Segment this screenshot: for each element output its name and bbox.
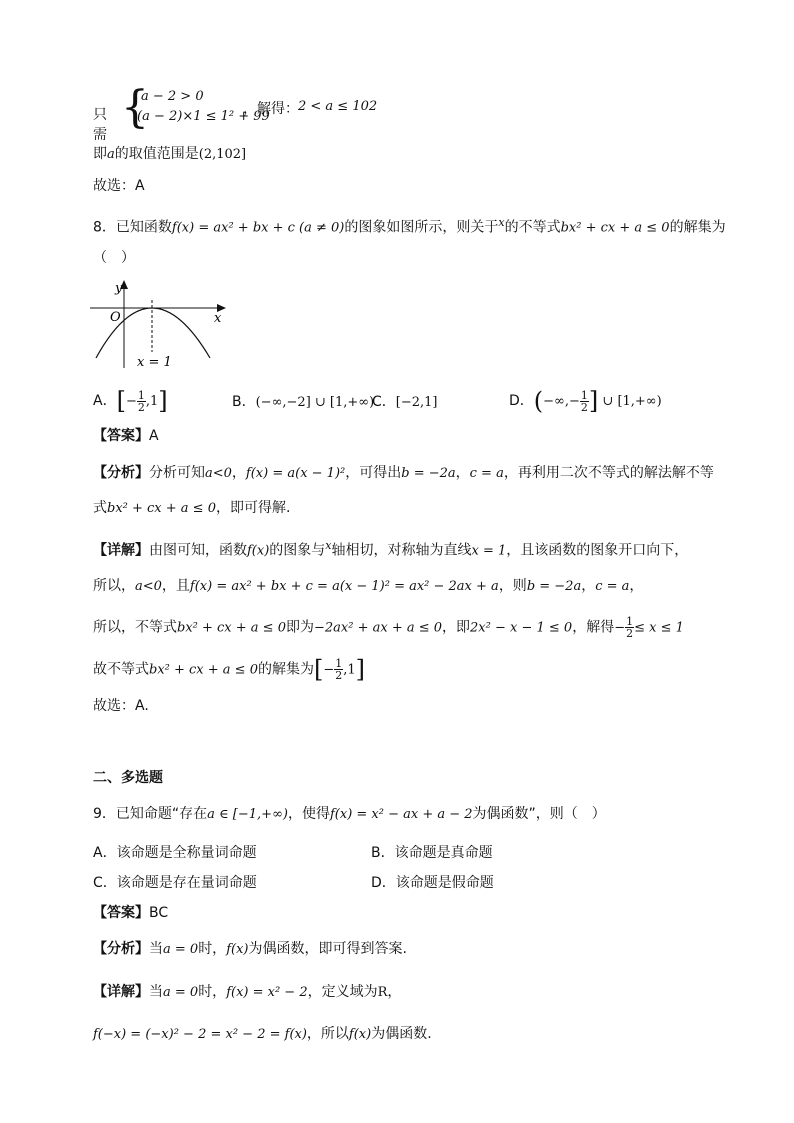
detail-text: ，且 (161, 578, 190, 594)
option-label: A． (93, 845, 117, 861)
option-text: 该命题是存在量词命题 (116, 875, 257, 891)
choose-line-top: 故选：A (93, 178, 145, 194)
q8-option-c-label: C． (372, 394, 396, 410)
q8-option-b (232, 391, 374, 411)
math: f(x) = x² − 2 (226, 985, 308, 1000)
math: a = 0 (163, 942, 199, 957)
sep: ， (629, 578, 644, 594)
q8-option-b-label: B． (232, 394, 256, 410)
option-tail: ,1 (145, 394, 159, 409)
q9-stem-c: 为偶函数”，则（ ） (472, 806, 606, 822)
q8-detail-line1 (93, 536, 688, 562)
q8-stem-c: 的不等式 (504, 219, 561, 236)
q8-stem-d: 的解集为 (669, 219, 726, 236)
q9-answer (93, 903, 168, 923)
q9-option-b (371, 842, 493, 862)
q8-analysis-line1 (93, 463, 714, 484)
zhixu-text: 只需 (93, 107, 107, 143)
math: f(x) = ax² + bx + c = a(x − 1)² = ax² − 2ax + a (189, 579, 499, 594)
system-line-2: (a − 2)×1 ≤ 1² + 99 (137, 109, 270, 124)
detail-tag: 【详解】 (93, 542, 149, 559)
fraction (625, 616, 634, 639)
math: x (325, 539, 332, 552)
minus-sign: − (614, 620, 626, 636)
math: f(x) (247, 543, 270, 559)
q9-stem-b: ，使得 (287, 806, 330, 822)
math: a ∈ [−1,+∞) (207, 807, 288, 822)
answer-tag: 【答案】 (93, 428, 149, 444)
fraction-den: 2 (335, 669, 343, 682)
detail-text: 故不等式 (93, 661, 149, 678)
sep: ， (231, 465, 246, 481)
detail-text: ，即 (442, 619, 471, 636)
option-label: C． (93, 875, 117, 891)
q8-option-c (372, 391, 438, 411)
q9-option-d (371, 872, 494, 892)
origin-label: O (110, 310, 121, 325)
q8-choose: 故选：A. (93, 698, 149, 714)
math: f(x) (348, 1027, 372, 1042)
var-a: a (107, 147, 115, 162)
analysis-tag: 【分析】 (93, 941, 149, 957)
detail-text: ，解得 (572, 619, 615, 636)
q9-detail-last (93, 1024, 432, 1045)
q8-detail-line3 (93, 616, 684, 639)
symmetry-axis-label: x = 1 (137, 355, 172, 370)
analysis-text: 为偶函数，即可得到答案. (248, 941, 407, 957)
math: f(−x) = (−x)² − 2 = x² − 2 = f(x) (93, 1027, 307, 1042)
fraction-num: 1 (626, 615, 634, 628)
fraction (580, 390, 589, 413)
q8-ineq: bx² + cx + a ≤ 0 (560, 220, 670, 236)
analysis-text: 当 (149, 941, 163, 957)
minus-sign: − (125, 394, 137, 409)
bracket-left: ( (533, 387, 544, 415)
math: a = 0 (163, 985, 199, 1000)
q8-answer (93, 426, 159, 446)
math: b = −2a (401, 466, 456, 481)
math: bx² + cx + a ≤ 0 (177, 620, 286, 636)
q8-option-a-label: A． (93, 393, 117, 409)
q8-paren: （ ） (93, 250, 135, 266)
bracket-left: [ (116, 387, 126, 415)
option-label: D． (371, 875, 396, 891)
q8-analysis-line2 (93, 498, 290, 519)
system-line-1: a − 2 > 0 (141, 89, 204, 104)
math: R (377, 985, 388, 1000)
q9-stem-a: 9．已知命题“存在 (93, 806, 208, 822)
option-text: 该命题是全称量词命题 (116, 845, 257, 861)
fraction (334, 658, 343, 681)
minus-sign: − (323, 662, 335, 678)
detail-text: ，且该函数的图象开口向下， (506, 542, 689, 559)
q8-option-a (93, 387, 168, 415)
q8-option-c-text: [−2,1] (395, 395, 438, 410)
math: x = 1 (471, 543, 507, 559)
q8-option-b-text: (−∞,−2] ∪ [1,+∞) (255, 395, 375, 410)
analysis-text-e: ，即可得解. (215, 500, 291, 516)
fraction-num: 1 (580, 388, 588, 402)
fraction-num: 1 (137, 388, 145, 402)
detail-text: 为偶函数. (371, 1026, 432, 1042)
analysis-text-b: ，可得出 (345, 465, 402, 481)
math: f(x) (226, 942, 249, 957)
fraction-den: 2 (137, 400, 145, 414)
q8-option-d (509, 387, 662, 415)
option-text: 该命题是假命题 (395, 875, 494, 891)
math: c = a (595, 579, 630, 594)
q8-stem-b: 的图象如图所示，则关于 (344, 219, 499, 236)
q9-detail (93, 982, 401, 1003)
range-value: (2,102] (198, 147, 247, 162)
parabola-figure (90, 278, 230, 370)
option-tail: ,1 (343, 662, 356, 678)
section-title: 二、多选题 (93, 770, 163, 786)
y-label: y (115, 281, 123, 296)
q9-analysis (93, 939, 407, 960)
q8-stem-a: 8．已知函数 (93, 219, 172, 236)
math: f(x) = x² − ax + a − 2 (329, 807, 473, 822)
sep: ， (455, 465, 470, 481)
detail-text: 即为 (285, 619, 314, 636)
sep: ， (581, 578, 596, 594)
text-ji: 即 (93, 146, 107, 162)
detail-text: ， (387, 984, 402, 1000)
analysis-text-c: ，再利用二次不等式的解法解不等 (503, 465, 714, 481)
q8-stem (93, 213, 726, 239)
bracket-right: ] (158, 387, 168, 415)
fraction-num: 1 (335, 657, 343, 670)
option-text: 该命题是真命题 (394, 845, 493, 861)
analysis-text: 时， (198, 941, 227, 957)
answer-value: A (149, 428, 159, 444)
detail-tag: 【详解】 (93, 984, 149, 1000)
analysis-text-a: 分析可知 (149, 465, 205, 481)
math: bx² + cx + a ≤ 0 (149, 662, 258, 678)
detail-text: 当 (149, 984, 163, 1000)
x-label: x (214, 311, 222, 326)
detail-text: 的解集为 (257, 661, 314, 678)
detail-text: 轴相切，对称轴为直线 (331, 542, 472, 559)
q9-option-c (93, 872, 257, 892)
math: a<0 (135, 579, 162, 594)
fraction-den: 2 (580, 400, 588, 414)
q9-stem (93, 804, 606, 825)
q8-var-x: x (498, 216, 505, 229)
answer-value: BC (149, 905, 169, 921)
detail-text: ，则 (498, 578, 527, 594)
detail-text: 所以，不等式 (93, 619, 177, 636)
math: c = a (469, 466, 504, 481)
fraction (137, 390, 146, 413)
detail-text: ，定义域为 (307, 984, 378, 1000)
bracket-right: ] (588, 387, 599, 415)
bracket-right: ] (355, 655, 366, 684)
option-tail: ∪ [1,+∞) (598, 394, 662, 409)
text-range: 的取值范围是 (114, 146, 199, 162)
math: f(x) = a(x − 1)² (245, 466, 346, 481)
solve-text: ，解得： (243, 101, 299, 117)
bracket-left: [ (313, 655, 324, 684)
q9-option-a (93, 842, 257, 862)
brace-symbol: { (121, 82, 149, 133)
math: a<0 (205, 466, 232, 481)
detail-text: 所以， (93, 578, 135, 594)
q8-detail-line2 (93, 576, 643, 597)
detail-text: 由图可知，函数 (149, 542, 247, 559)
q8-option-d-label: D． (509, 393, 534, 409)
solve-result: 2 < a ≤ 102 (298, 99, 378, 114)
fraction-den: 2 (626, 627, 634, 640)
answer-tag: 【答案】 (93, 905, 149, 921)
analysis-tag: 【分析】 (93, 465, 149, 481)
math: 2x² − x − 1 ≤ 0 (470, 620, 573, 636)
analysis-text-d: 式 (93, 500, 107, 516)
math: −2ax² + ax + a ≤ 0 (313, 620, 443, 636)
range-line (93, 144, 246, 165)
option-pre: −∞,− (543, 394, 580, 409)
detail-text: 的图象与 (269, 542, 326, 559)
detail-text: ，所以 (306, 1026, 349, 1042)
math: ≤ x ≤ 1 (634, 620, 684, 636)
detail-text: 时， (198, 984, 227, 1000)
math: b = −2a (526, 579, 582, 594)
q8-detail-line4 (93, 655, 366, 684)
math: bx² + cx + a ≤ 0 (107, 501, 216, 516)
q8-func: f(x) = ax² + bx + c (a ≠ 0) (171, 220, 345, 236)
option-label: B． (371, 845, 395, 861)
